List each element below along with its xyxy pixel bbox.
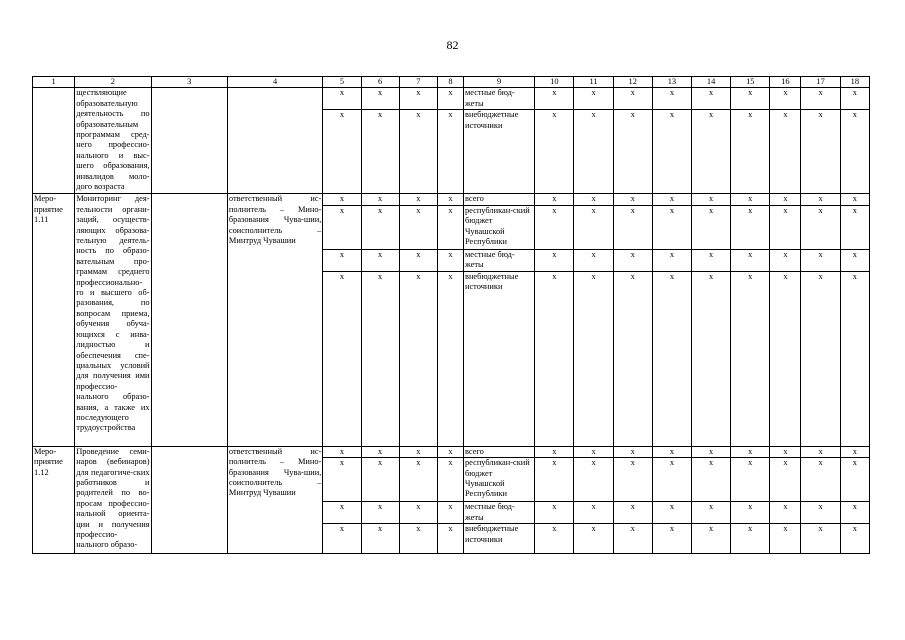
value-cell: х (437, 524, 463, 554)
value-cell: х (692, 271, 731, 446)
value-cell: х (323, 524, 361, 554)
column-3-cell (151, 446, 227, 553)
value-cell: х (770, 110, 801, 194)
description-cell: Проведение семи-наров (вебинаров) для педагогиче-ских работников и родителей по во-просам профессио-нальной ориента-ции и получения профессио-нального образо- (75, 446, 151, 553)
value-cell: х (613, 446, 652, 457)
value-cell: х (652, 194, 691, 205)
column-number-3: 3 (151, 77, 227, 88)
value-cell: х (535, 502, 574, 524)
funding-source-cell: местные бюд-жеты (463, 502, 534, 524)
column-number-9: 9 (463, 77, 534, 88)
value-cell: х (652, 271, 691, 446)
value-cell: х (361, 194, 399, 205)
value-cell: х (840, 194, 869, 205)
column-number-5: 5 (323, 77, 361, 88)
value-cell: х (613, 524, 652, 554)
table-row (33, 88, 870, 110)
value-cell: х (613, 249, 652, 271)
value-cell: х (613, 110, 652, 194)
funding-source-cell: всего (463, 194, 534, 205)
value-cell: х (323, 249, 361, 271)
value-cell: х (770, 446, 801, 457)
value-cell: х (731, 205, 770, 249)
value-cell: х (692, 205, 731, 249)
value-cell: х (731, 458, 770, 502)
value-cell: х (801, 249, 840, 271)
value-cell: х (731, 249, 770, 271)
value-cell: х (361, 446, 399, 457)
value-cell: х (437, 271, 463, 446)
value-cell: х (770, 194, 801, 205)
value-cell: х (437, 446, 463, 457)
value-cell: х (323, 205, 361, 249)
executor-cell (227, 88, 322, 194)
value-cell: х (535, 88, 574, 110)
column-number-6: 6 (361, 77, 399, 88)
value-cell: х (731, 88, 770, 110)
funding-source-cell: внебюджетные источники (463, 110, 534, 194)
value-cell: х (840, 88, 869, 110)
column-number-8: 8 (437, 77, 463, 88)
value-cell: х (731, 194, 770, 205)
value-cell: х (399, 249, 437, 271)
table-row (33, 446, 870, 457)
funding-source-cell: внебюджетные источники (463, 271, 534, 446)
value-cell: х (437, 88, 463, 110)
value-cell: х (652, 110, 691, 194)
value-cell: х (801, 88, 840, 110)
value-cell: х (361, 458, 399, 502)
program-table (32, 76, 870, 554)
value-cell: х (801, 524, 840, 554)
value-cell: х (574, 524, 613, 554)
value-cell: х (437, 502, 463, 524)
value-cell: х (692, 88, 731, 110)
column-3-cell (151, 194, 227, 446)
value-cell: х (361, 502, 399, 524)
executor-cell: ответственный ис-полнитель – Мино-бразования Чува-шии, соисполнитель – Минтруд Чувашии (227, 446, 322, 553)
value-cell: х (692, 110, 731, 194)
value-cell: х (399, 205, 437, 249)
value-cell: х (437, 458, 463, 502)
value-cell: х (574, 205, 613, 249)
value-cell: х (652, 446, 691, 457)
value-cell: х (801, 502, 840, 524)
description-cell: ществляющие образовательную деятельность по образовательным программам сред-него профессио-нального и выс-шего образования, инвалидов моло-дого возраста (75, 88, 151, 194)
value-cell: х (437, 110, 463, 194)
value-cell: х (840, 271, 869, 446)
value-cell: х (535, 249, 574, 271)
value-cell: х (731, 446, 770, 457)
value-cell: х (731, 502, 770, 524)
column-number-2: 2 (75, 77, 151, 88)
funding-source-cell: местные бюд-жеты (463, 249, 534, 271)
value-cell: х (770, 249, 801, 271)
value-cell: х (613, 458, 652, 502)
value-cell: х (574, 502, 613, 524)
value-cell: х (652, 249, 691, 271)
value-cell: х (535, 524, 574, 554)
value-cell: х (323, 110, 361, 194)
value-cell: х (770, 88, 801, 110)
column-number-1: 1 (33, 77, 75, 88)
value-cell: х (840, 524, 869, 554)
value-cell: х (801, 205, 840, 249)
funding-source-cell: республикан-ский бюджет Чувашской Республики (463, 205, 534, 249)
column-number-11: 11 (574, 77, 613, 88)
funding-source-cell: всего (463, 446, 534, 457)
funding-source-cell: местные бюд-жеты (463, 88, 534, 110)
value-cell: х (613, 194, 652, 205)
column-number-17: 17 (801, 77, 840, 88)
value-cell: х (361, 249, 399, 271)
value-cell: х (840, 110, 869, 194)
value-cell: х (574, 110, 613, 194)
value-cell: х (731, 271, 770, 446)
page-number: 82 (446, 38, 459, 52)
value-cell: х (399, 194, 437, 205)
value-cell: х (652, 502, 691, 524)
value-cell: х (574, 271, 613, 446)
value-cell: х (652, 524, 691, 554)
value-cell: х (323, 88, 361, 110)
value-cell: х (574, 249, 613, 271)
value-cell: х (613, 88, 652, 110)
value-cell: х (574, 458, 613, 502)
value-cell: х (399, 458, 437, 502)
column-number-12: 12 (613, 77, 652, 88)
column-number-16: 16 (770, 77, 801, 88)
value-cell: х (613, 205, 652, 249)
value-cell: х (535, 205, 574, 249)
table-row (33, 194, 870, 205)
column-3-cell (151, 88, 227, 194)
value-cell: х (801, 446, 840, 457)
funding-source-cell: республикан-ский бюджет Чувашской Республики (463, 458, 534, 502)
value-cell: х (535, 458, 574, 502)
value-cell: х (840, 249, 869, 271)
value-cell: х (692, 458, 731, 502)
column-number-15: 15 (731, 77, 770, 88)
column-number-10: 10 (535, 77, 574, 88)
value-cell: х (840, 205, 869, 249)
executor-cell: ответственный ис-полнитель – Мино-бразования Чува-шии, соисполнитель – Минтруд Чувашии (227, 194, 322, 446)
value-cell: х (323, 458, 361, 502)
value-cell: х (692, 446, 731, 457)
value-cell: х (692, 194, 731, 205)
measure-cell: Меро-приятие 1.12 (33, 446, 75, 553)
value-cell: х (437, 194, 463, 205)
measure-cell: Меро-приятие 1.11 (33, 194, 75, 446)
value-cell: х (613, 271, 652, 446)
value-cell: х (361, 205, 399, 249)
value-cell: х (801, 110, 840, 194)
value-cell: х (840, 446, 869, 457)
value-cell: х (323, 194, 361, 205)
table-body (33, 77, 870, 554)
value-cell: х (399, 110, 437, 194)
value-cell: х (399, 524, 437, 554)
value-cell: х (535, 446, 574, 457)
value-cell: х (770, 502, 801, 524)
value-cell: х (692, 524, 731, 554)
header-row (33, 77, 870, 88)
value-cell: х (361, 524, 399, 554)
value-cell: х (613, 502, 652, 524)
value-cell: х (323, 446, 361, 457)
value-cell: х (323, 502, 361, 524)
value-cell: х (574, 446, 613, 457)
funding-source-cell: внебюджетные источники (463, 524, 534, 554)
column-number-13: 13 (652, 77, 691, 88)
value-cell: х (399, 271, 437, 446)
value-cell: х (801, 194, 840, 205)
value-cell: х (574, 88, 613, 110)
value-cell: х (801, 458, 840, 502)
value-cell: х (361, 110, 399, 194)
value-cell: х (437, 249, 463, 271)
value-cell: х (731, 110, 770, 194)
value-cell: х (574, 194, 613, 205)
value-cell: х (361, 88, 399, 110)
value-cell: х (770, 458, 801, 502)
value-cell: х (652, 458, 691, 502)
column-number-14: 14 (692, 77, 731, 88)
value-cell: х (692, 249, 731, 271)
column-number-18: 18 (840, 77, 869, 88)
value-cell: х (731, 524, 770, 554)
value-cell: х (652, 205, 691, 249)
value-cell: х (399, 446, 437, 457)
value-cell: х (535, 110, 574, 194)
value-cell: х (692, 502, 731, 524)
value-cell: х (652, 88, 691, 110)
value-cell: х (323, 271, 361, 446)
value-cell: х (399, 502, 437, 524)
value-cell: х (840, 458, 869, 502)
value-cell: х (840, 502, 869, 524)
value-cell: х (770, 271, 801, 446)
column-number-4: 4 (227, 77, 322, 88)
value-cell: х (535, 271, 574, 446)
value-cell: х (361, 271, 399, 446)
measure-cell (33, 88, 75, 194)
value-cell: х (437, 205, 463, 249)
value-cell: х (801, 271, 840, 446)
description-cell: Мониторинг дея-тельности органи-заций, осуществ-ляющих образова-тельную деятель-ность по образо-вательным про-граммам среднего профессионально-го и высшего об-разования, по вопросам приема, обучения обуча-ющихся с инва-лидностью и обеспечения спе-циальных условий для получения ими профессио-нального образо-вания, а также их последующего трудоустройства (75, 194, 151, 446)
column-number-7: 7 (399, 77, 437, 88)
value-cell: х (770, 524, 801, 554)
value-cell: х (399, 88, 437, 110)
value-cell: х (770, 205, 801, 249)
value-cell: х (535, 194, 574, 205)
